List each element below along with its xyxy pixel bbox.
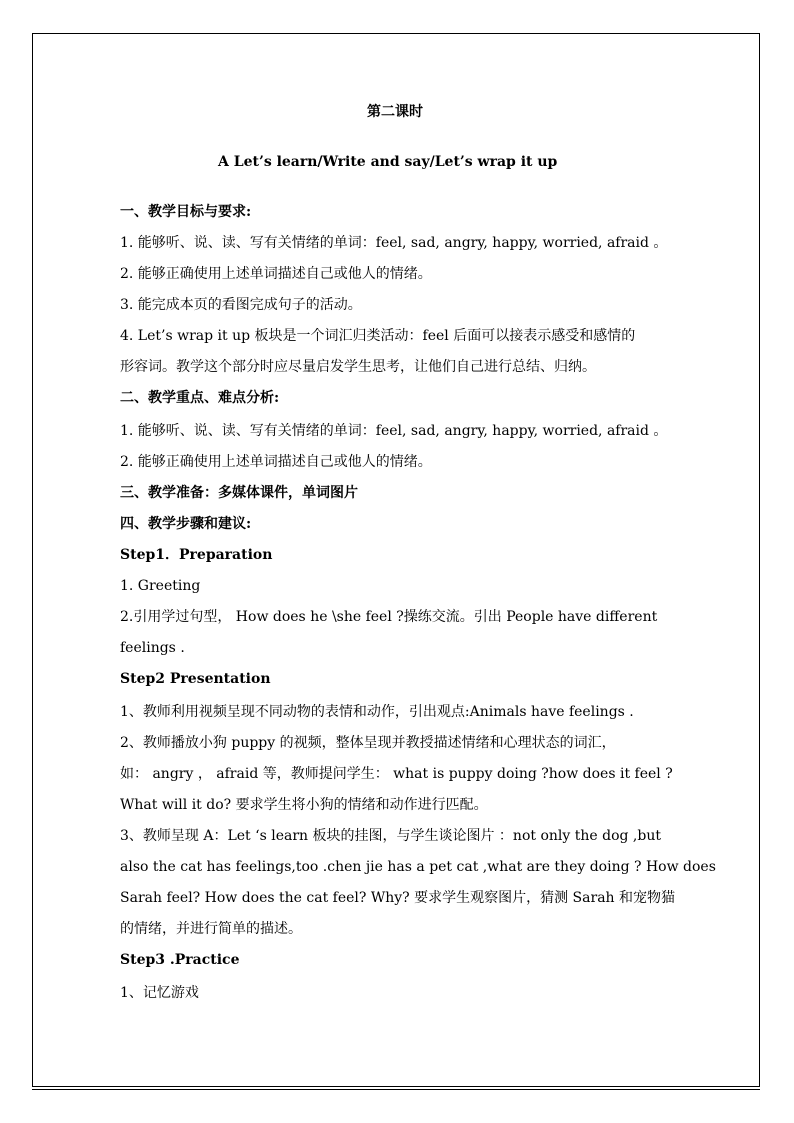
step2-item: 1、教师利用视频呈现不同动物的表情和动作，引出观点:Animals have feelings . (120, 704, 634, 720)
section-4-heading: 四、教学步骤和建议: (120, 516, 252, 532)
lesson-subtitle: A Let’s learn/Write and say/Let’s wrap it up (218, 154, 558, 170)
step1-item: feelings . (120, 640, 185, 656)
section-1-item: 2. 能够正确使用上述单词描述自己或他人的情绪。 (120, 266, 432, 282)
section-1-item: 3. 能完成本页的看图完成句子的活动。 (120, 297, 362, 313)
step1-item: 1. Greeting (120, 578, 201, 594)
step2-heading: Step2 Presentation (120, 671, 271, 687)
step1-heading: Step1．Preparation (120, 547, 273, 563)
section-3-heading: 三、教学准备：多媒体课件，单词图片 (120, 485, 358, 501)
step2-item: 的情绪，并进行简单的描述。 (120, 921, 302, 937)
step2-item: also the cat has feelings,too .chen jie has a pet cat ,what are they doing ? How does (120, 859, 716, 875)
step3-heading: Step3 .Practice (120, 952, 240, 968)
step1-item: 2.引用学过句型， How does he \she feel ?操练交流。引出 People have different (120, 609, 658, 625)
section-2-heading: 二、教学重点、难点分析: (120, 390, 280, 406)
section-2-item: 1. 能够听、说、读、写有关情绪的单词：feel, sad, angry, happy, worried, afraid 。 (120, 423, 668, 439)
section-2-item: 2. 能够正确使用上述单词描述自己或他人的情绪。 (120, 454, 432, 470)
step2-item: 如： angry ， afraid 等，教师提问学生： what is puppy doing ?how does it feel ? (120, 766, 673, 782)
section-1-heading: 一、教学目标与要求: (120, 204, 252, 220)
step2-item: 3、教师呈现 A：Let ‘s learn 板块的挂图，与学生谈论图片 ：not only the dog ,but (120, 828, 661, 844)
page-border-bottom-line (32, 1089, 760, 1090)
section-1-item: 1. 能够听、说、读、写有关情绪的单词：feel, sad, angry, happy, worried, afraid 。 (120, 235, 668, 251)
lesson-title: 第二课时 (367, 104, 423, 120)
step2-item: 2、教师播放小狗 puppy 的视频，整体呈现并教授描述情绪和心理状态的词汇， (120, 735, 616, 751)
section-1-item: 4. Let’s wrap it up 板块是一个词汇归类活动：feel 后面可以接表示感受和感情的 (120, 328, 636, 344)
step3-item: 1、记忆游戏 (120, 985, 199, 1001)
section-1-item: 形容词。教学这个部分时应尽量启发学生思考，让他们自己进行总结、归纳。 (120, 359, 596, 375)
step2-item: What will it do? 要求学生将小狗的情绪和动作进行匹配。 (120, 797, 488, 813)
step2-item: Sarah feel? How does the cat feel? Why? 要求学生观察图片，猜测 Sarah 和宠物猫 (120, 890, 676, 906)
